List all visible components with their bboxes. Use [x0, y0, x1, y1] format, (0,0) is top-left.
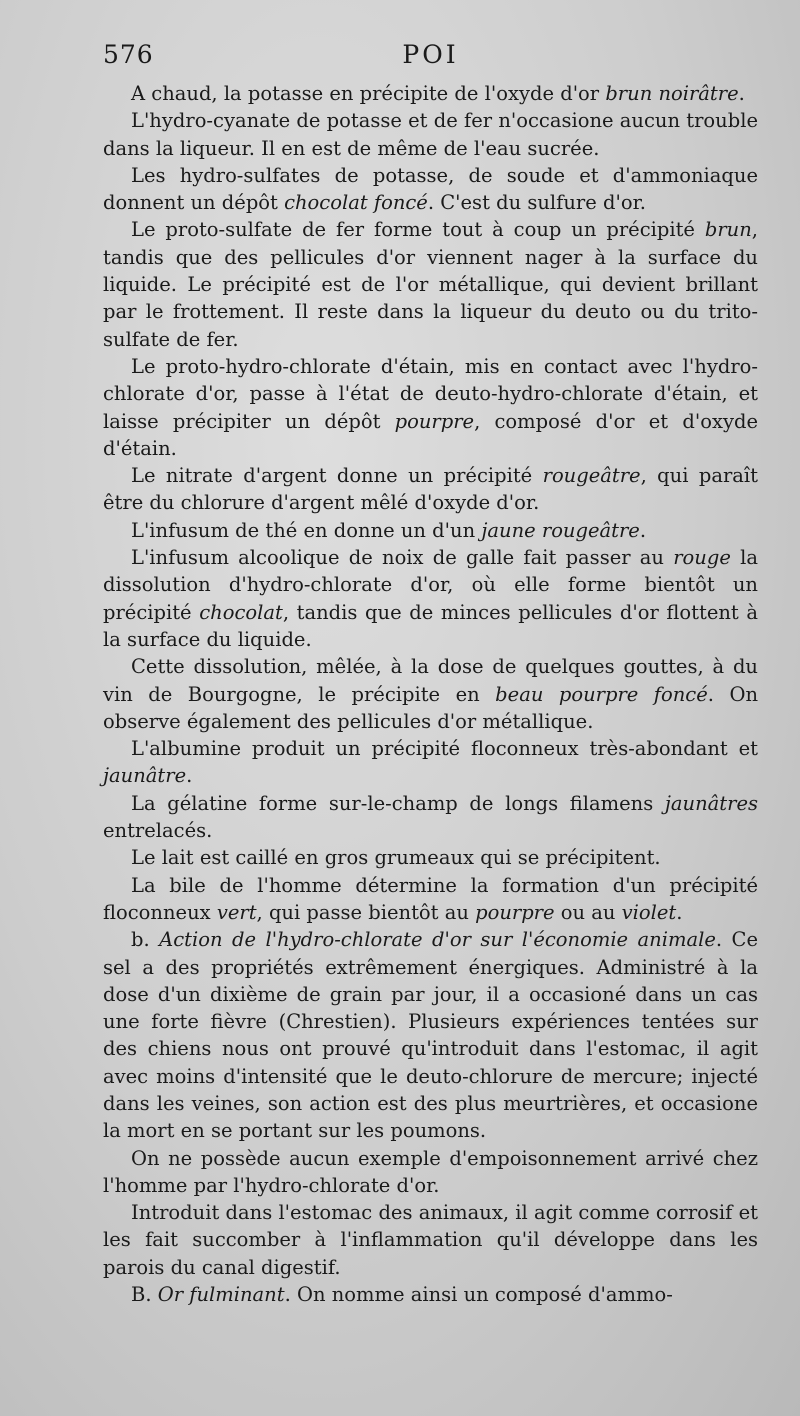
- paragraph: [103, 790, 758, 845]
- text-run: La gélatine forme sur-le-champ de longs filamens: [131, 791, 665, 815]
- paragraph: [103, 1145, 758, 1200]
- text-run: . On nomme ainsi un composé d'ammo-: [284, 1283, 673, 1307]
- text-run: B.: [131, 1283, 158, 1307]
- paragraph: [103, 353, 758, 462]
- text-run: L'infusum alcoolique de noix de galle fait passer au: [131, 546, 674, 570]
- text-run: b.: [131, 928, 160, 952]
- italic-text: jaunâtres: [664, 791, 758, 815]
- text-run: .: [639, 518, 647, 542]
- running-head: POI: [402, 40, 459, 69]
- italic-text: Or fulminant: [157, 1283, 285, 1307]
- text-run: A chaud, la potasse en précipite de l'oxyde d'or: [131, 82, 606, 105]
- text-run: , composé d'or et d'oxyde d'étain.: [103, 409, 758, 460]
- paragraph: [103, 926, 758, 1144]
- text-run: ou au: [554, 900, 622, 924]
- text-run: entrelacés.: [103, 819, 213, 843]
- text-run: , tandis que des pellicules d'or viennent nager à la surface du liquide. Le précipité est de l'or métallique, qui devient brillant par le frottement. Il reste dans la liqueur du deuto ou du trito-sulfate de fer.: [103, 218, 758, 351]
- text-run: Introduit dans l'estomac des animaux, il agit comme corrosif et les fait succomber à l'inflammation qu'il développe dans les parois du canal digestif.: [103, 1201, 758, 1279]
- text-run: .: [676, 900, 683, 924]
- italic-text: vert: [216, 900, 257, 924]
- paragraph: [103, 653, 758, 735]
- paragraph: [103, 517, 758, 544]
- body-text: [103, 80, 758, 1308]
- text-run: .: [186, 764, 193, 788]
- italic-text: Action de l'hydro-chlorate d'or sur l'économie animale: [159, 928, 716, 952]
- paragraph: [103, 1281, 758, 1308]
- italic-text: jaunâtre: [103, 764, 187, 788]
- paragraph: [103, 162, 758, 217]
- text-run: . On observe également des pellicules d'or métallique.: [103, 682, 759, 733]
- paragraph: [103, 1199, 758, 1281]
- text-run: la dissolution d'hydro-chlorate d'or, où elle forme bientôt un précipité: [103, 546, 758, 624]
- italic-text: brun noirâtre: [605, 82, 739, 105]
- text-run: .: [738, 82, 745, 105]
- paragraph: [103, 872, 758, 927]
- text-run: . C'est du sulfure d'or.: [427, 191, 646, 215]
- text-run: L'infusum de thé en donne un d'un: [131, 518, 482, 542]
- text-run: On ne possède aucun exemple d'empoisonnement arrivé chez l'homme par l'hydro-chlorate d'or.: [103, 1146, 758, 1197]
- italic-text: violet: [621, 900, 677, 924]
- italic-text: chocolat: [199, 600, 283, 624]
- text-run: , qui passe bientôt au: [256, 900, 476, 924]
- text-run: La bile de l'homme détermine la formation d'un précipité floconneux: [103, 873, 758, 924]
- text-run: . Ce sel a des propriétés extrêmement énergiques. Administré à la dose d'un dixième de grain par jour, il a occasioné dans un cas une forte fièvre (Chrestien). Plusieurs expériences tentées sur des chiens nous ont prouvé qu'introduit dans l'estomac, il agit avec moins d'intensité que le deuto-chlorure de mercure; injecté dans les veines, son action est des plus meurtrières, et occasione la mort en se portant sur les poumons.: [103, 928, 758, 1143]
- paragraph: [103, 544, 758, 653]
- paragraph: [103, 80, 758, 107]
- text-run: Le nitrate d'argent donne un précipité: [131, 464, 543, 488]
- page-number: 576: [103, 40, 154, 69]
- text-run: Cette dissolution, mêlée, à la dose de quelques gouttes, à du vin de Bourgogne, le précipite en: [103, 655, 758, 706]
- text-run: Le proto-hydro-chlorate d'étain, mis en contact avec l'hydro-chlorate d'or, passe à l'état de deuto-hydro-chlorate d'étain, et laisse précipiter un dépôt: [103, 354, 758, 433]
- paragraph: [103, 844, 758, 871]
- paragraph: [103, 107, 758, 162]
- text-run: Le lait est caillé en gros grumeaux qui se précipitent.: [131, 846, 661, 870]
- text-run: , qui paraît être du chlorure d'argent mêlé d'oxyde d'or.: [103, 464, 758, 515]
- italic-text: rougeâtre: [542, 464, 641, 488]
- text-run: L'albumine produit un précipité floconneux très-abondant et: [131, 737, 758, 761]
- paragraph: [103, 462, 758, 517]
- italic-text: beau pourpre foncé: [495, 682, 708, 706]
- italic-text: brun: [704, 218, 752, 242]
- italic-text: pourpre: [475, 900, 555, 924]
- text-run: L'hydro-cyanate de potasse et de fer n'occasione aucun trouble dans la liqueur. Il en est de même de l'eau sucrée.: [103, 109, 758, 160]
- text-run: Les hydro-sulfates de potasse, de soude et d'ammoniaque donnent un dépôt: [103, 163, 758, 215]
- text-run: Le proto-sulfate de fer forme tout à coup un précipité: [131, 218, 705, 242]
- paragraph: [103, 735, 758, 790]
- italic-text: jaune rougeâtre: [481, 518, 640, 542]
- italic-text: pourpre: [394, 409, 475, 433]
- italic-text: rouge: [673, 546, 731, 570]
- italic-text: chocolat foncé: [284, 191, 428, 215]
- page-header: [103, 40, 758, 80]
- text-run: , tandis que de minces pellicules d'or flottent à la surface du liquide.: [103, 600, 759, 651]
- paragraph: [103, 216, 758, 352]
